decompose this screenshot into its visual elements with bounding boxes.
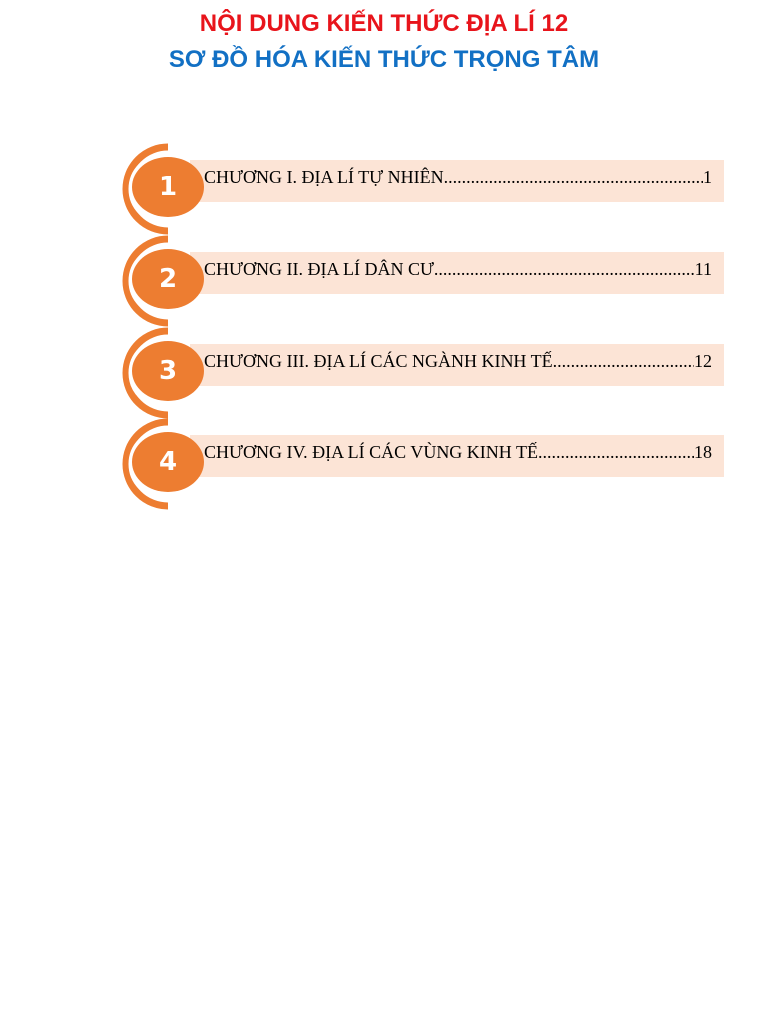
toc-item-chapter-4[interactable]: [118, 418, 728, 510]
chapter-title: CHƯƠNG IV. ĐỊA LÍ CÁC VÙNG KINH TẾ: [204, 442, 538, 462]
toc-item-chapter-1[interactable]: [118, 143, 728, 235]
chapter-number-badge: 1: [132, 157, 204, 217]
dot-leader: [434, 256, 695, 282]
document-title: NỘI DUNG KIẾN THỨC ĐỊA LÍ 12: [199, 10, 569, 37]
toc-item-chapter-3[interactable]: [118, 327, 728, 419]
chapter-title: CHƯƠNG II. ĐỊA LÍ DÂN CƯ: [204, 259, 434, 279]
dot-leader: [538, 439, 694, 465]
document-subtitle: SƠ ĐỒ HÓA KIẾN THỨC TRỌNG TÂM: [168, 46, 600, 73]
chapter-number-badge: 4: [132, 432, 204, 492]
page-number: 11: [694, 259, 712, 279]
chapter-number-badge: 3: [132, 341, 204, 401]
toc-entry-text: [204, 256, 712, 282]
page-number: 18: [694, 442, 712, 462]
dot-leader: [553, 348, 694, 374]
page-number: 12: [694, 351, 712, 371]
chapter-title: CHƯƠNG I. ĐỊA LÍ TỰ NHIÊN: [204, 167, 444, 187]
toc-entry-text: [204, 164, 712, 190]
chapter-number-badge: 2: [132, 249, 204, 309]
toc-entry-text: [204, 348, 712, 374]
toc-item-chapter-2[interactable]: [118, 235, 728, 327]
dot-leader: [444, 164, 703, 190]
toc-entry-text: [204, 439, 712, 465]
chapter-title: CHƯƠNG III. ĐỊA LÍ CÁC NGÀNH KINH TẾ: [204, 351, 553, 371]
page-number: 1: [703, 167, 712, 187]
